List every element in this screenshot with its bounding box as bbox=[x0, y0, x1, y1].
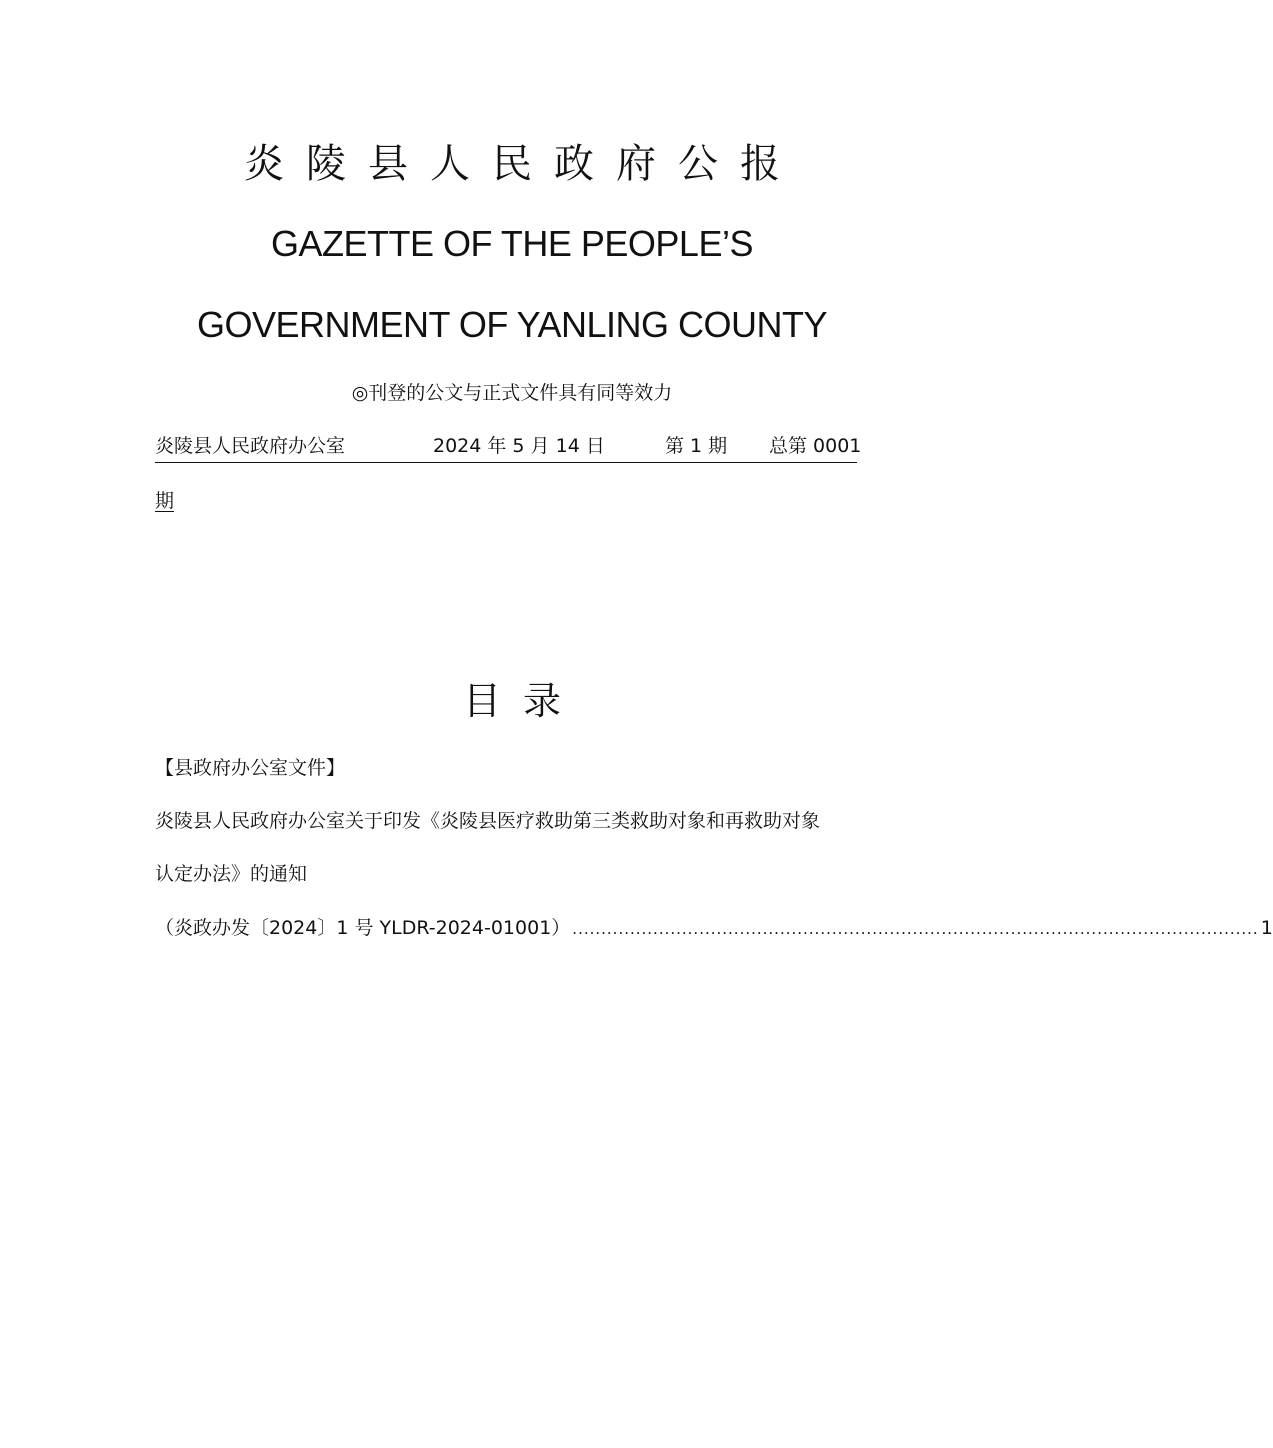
issue-total-number: 总第 0001 bbox=[769, 435, 862, 457]
gazette-title-cn: 炎陵县人民政府公报 bbox=[244, 141, 802, 187]
toc-item-title-line1[interactable]: 炎陵县人民政府办公室关于印发《炎陵县医疗救助第三类救助对象和再救助对象 bbox=[155, 810, 821, 832]
toc-item-reference-row[interactable] bbox=[155, 914, 1273, 944]
toc-item-doc-number: （炎政办发〔2024〕1 号 YLDR-2024-01001） bbox=[155, 917, 571, 939]
validity-notice: ◎刊登的公文与正式文件具有同等效力 bbox=[351, 382, 673, 404]
gazette-title-en-line2: GOVERNMENT OF YANLING COUNTY bbox=[196, 304, 828, 345]
issue-total-wrap: 期 bbox=[155, 490, 175, 512]
gazette-title-en-line1: GAZETTE OF THE PEOPLE’S bbox=[271, 223, 753, 264]
toc-dot-leader: ....................................................................................................................... bbox=[572, 920, 1259, 938]
issue-office: 炎陵县人民政府办公室 bbox=[155, 435, 346, 457]
toc-title: 目录 bbox=[462, 679, 583, 723]
toc-section-heading: 【县政府办公室文件】 bbox=[155, 757, 346, 779]
issue-date: 2024 年 5 月 14 日 bbox=[433, 435, 605, 457]
issue-number: 第 1 期 bbox=[665, 435, 728, 457]
issue-info-line bbox=[155, 432, 862, 463]
toc-item-page-number: 1 bbox=[1260, 917, 1273, 939]
toc-item-title-line2[interactable]: 认定办法》的通知 bbox=[155, 863, 308, 885]
